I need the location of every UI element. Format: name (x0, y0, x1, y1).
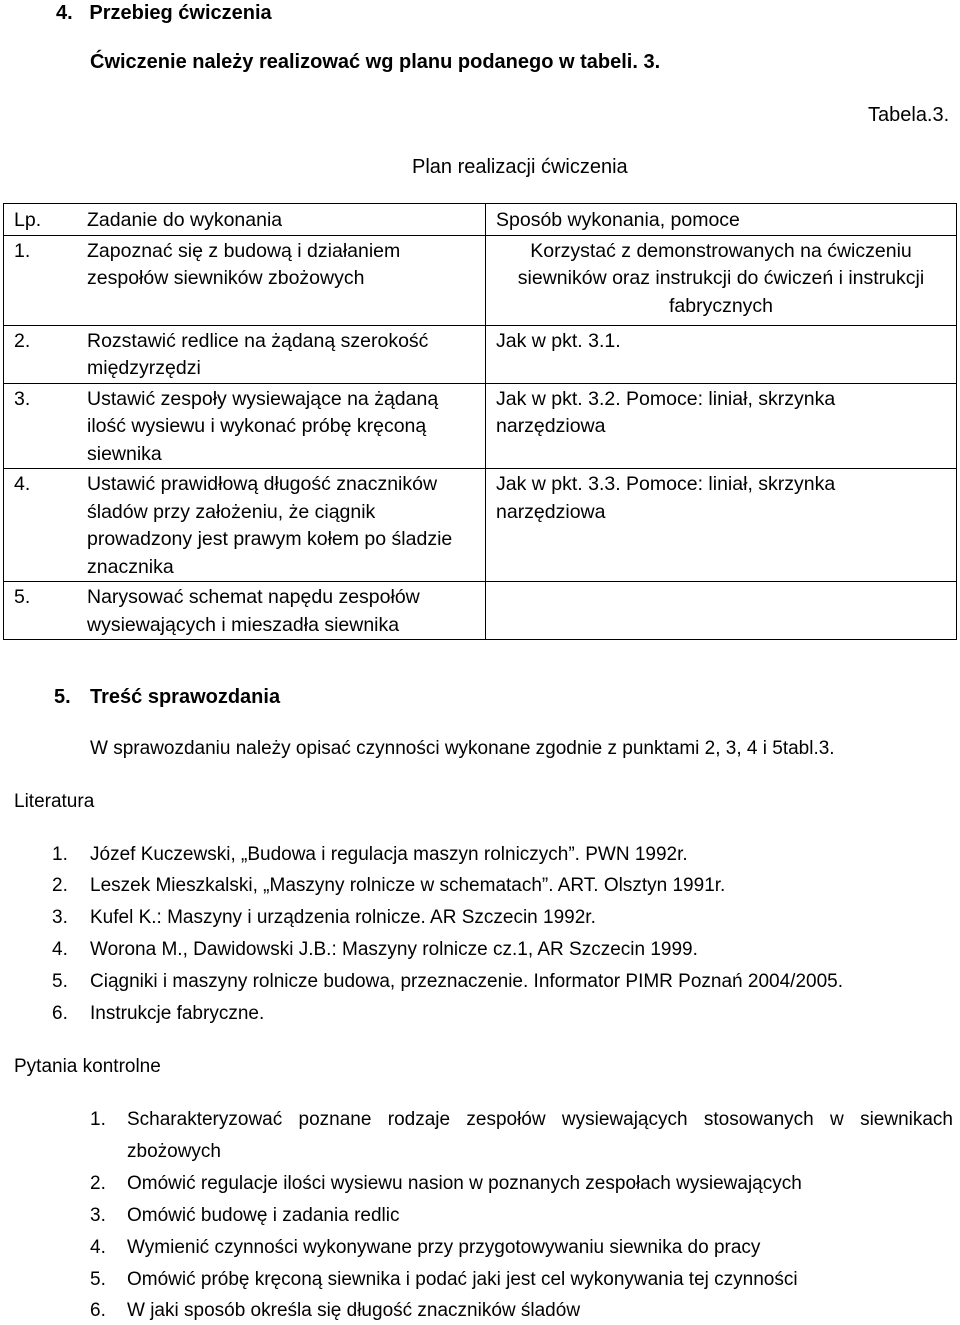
row-num: 4. (14, 473, 31, 495)
list-item: Wymienić czynności wykonywane przy przygotowywaniu siewnika do pracy (127, 1237, 761, 1258)
list-item-num: 4. (90, 1237, 106, 1258)
row-task: Zapoznać się z budową i działaniem zespołów siewników zbożowych (87, 239, 401, 289)
list-item-num: 1. (90, 1109, 106, 1130)
row-way: Jak w pkt. 3.3. Pomoce: liniał, skrzynka narzędziowa (496, 473, 836, 523)
table-header-row (4, 204, 957, 236)
section5-heading: Treść sprawozdania (90, 686, 281, 708)
list-item-num: 5. (90, 1269, 106, 1290)
section5-num: 5. (54, 686, 71, 708)
list-item-num: 5. (52, 971, 68, 992)
row-task: Ustawić zespoły wysiewające na żądaną ilość wysiewu i wykonać próbę kręconą siewnika (87, 387, 439, 465)
table-row (4, 235, 957, 325)
list-item-continuation: zbożowych (127, 1141, 221, 1162)
row-task: Narysować schemat napędu zespołów wysiewających i mieszadła siewnika (87, 586, 420, 636)
list-item: Scharakteryzować poznane rodzaje zespołów wysiewających stosowanych w siewnikach (127, 1109, 953, 1130)
table-row (4, 383, 957, 469)
list-item-num: 6. (90, 1300, 106, 1321)
list-item: Józef Kuczewski, „Budowa i regulacja maszyn rolniczych”. PWN 1992r. (90, 844, 688, 865)
list-item-num: 6. (52, 1003, 68, 1024)
section-heading: 4. Przebieg ćwiczenia (56, 2, 272, 24)
table-row (4, 325, 957, 383)
table-title: Plan realizacji ćwiczenia (412, 156, 628, 178)
list-item-num: 2. (90, 1173, 106, 1194)
list-item: Worona M., Dawidowski J.B.: Maszyny rolnicze cz.1, AR Szczecin 1999. (90, 939, 698, 960)
list-item: Instrukcje fabryczne. (90, 1003, 265, 1024)
list-item-num: 3. (52, 907, 68, 928)
row-num: 3. (14, 387, 31, 410)
row-num: 5. (14, 586, 31, 608)
section5-text: W sprawozdaniu należy opisać czynności wykonane zgodnie z punktami 2, 3, 4 i 5tabl.3. (90, 738, 835, 759)
header-task: Zadanie do wykonania (87, 209, 283, 231)
list-item: Omówić budowę i zadania redlic (127, 1205, 400, 1226)
list-item-num: 2. (52, 875, 68, 896)
row-num: 2. (14, 329, 31, 352)
row-task: Rozstawić redlice na żądaną szerokość międzyrzędzi (87, 329, 429, 379)
row-way (486, 582, 956, 584)
list-item: Kufel K.: Maszyny i urządzenia rolnicze. AR Szczecin 1992r. (90, 907, 596, 928)
table-label: Tabela.3. (868, 104, 950, 126)
header-lp: Lp. (14, 209, 42, 231)
list-item-num: 3. (90, 1205, 106, 1226)
table-row (4, 582, 957, 640)
plan-table (3, 203, 957, 640)
literature-heading: Literatura (14, 791, 95, 812)
list-item: Omówić regulacje ilości wysiewu nasion w poznanych zespołach wysiewających (127, 1173, 802, 1194)
section-intro: Ćwiczenie należy realizować wg planu podanego w tabeli. 3. (90, 51, 661, 73)
list-item: W jaki sposób określa się długość znaczników śladów (127, 1300, 581, 1321)
list-item: Omówić próbę kręconą siewnika i podać jaki jest cel wykonywania tej czynności (127, 1269, 798, 1290)
table-row (4, 469, 957, 582)
row-way: Korzystać z demonstrowanych na ćwiczeniu siewników oraz instrukcji do ćwiczeń i instrukcji fabrycznych (517, 239, 925, 317)
row-way: Jak w pkt. 3.1. (496, 329, 621, 352)
row-task: Ustawić prawidłową długość znaczników śladów przy założeniu, że ciągnik prowadzony jest prawym kołem po śladzie znacznika (87, 473, 453, 578)
row-num: 1. (14, 239, 31, 262)
list-item: Ciągniki i maszyny rolnicze budowa, przeznaczenie. Informator PIMR Poznań 2004/2005. (90, 971, 843, 992)
questions-heading: Pytania kontrolne (14, 1056, 161, 1077)
list-item-num: 4. (52, 939, 68, 960)
row-way: Jak w pkt. 3.2. Pomoce: liniał, skrzynka narzędziowa (496, 387, 836, 437)
list-item-num: 1. (52, 844, 68, 865)
list-item: Leszek Mieszkalski, „Maszyny rolnicze w schematach”. ART. Olsztyn 1991r. (90, 875, 726, 896)
header-way: Sposób wykonania, pomoce (496, 209, 740, 231)
